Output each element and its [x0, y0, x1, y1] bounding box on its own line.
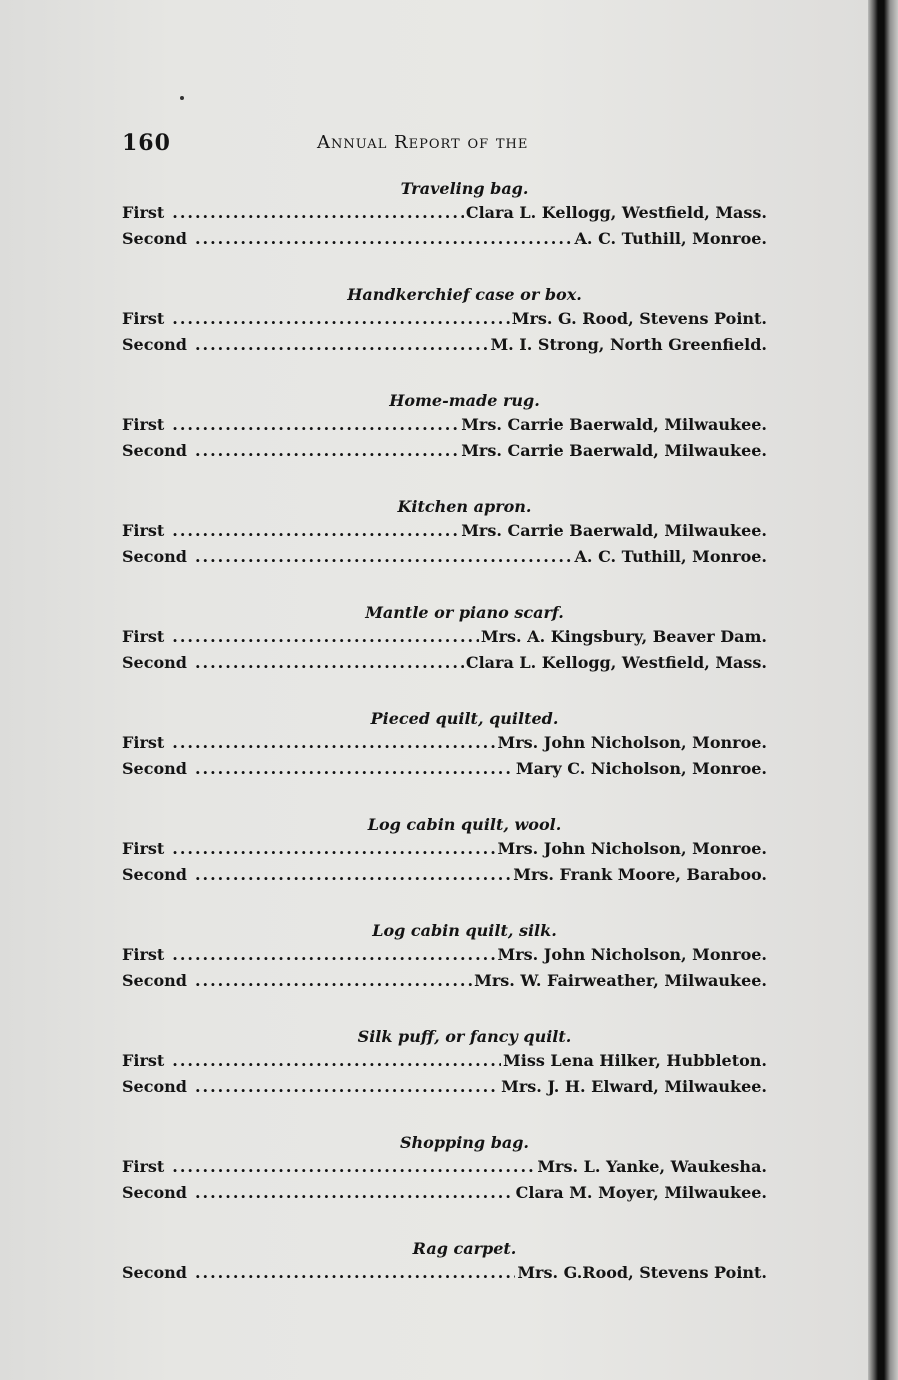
winner-name: Mrs. Carrie Baerwald, Milwaukee.: [461, 441, 767, 460]
award-list: [122, 178, 767, 1344]
dot-leader: [172, 306, 509, 332]
dot-leader: [195, 226, 573, 252]
winner-name: Mrs. John Nicholson, Monroe.: [497, 733, 767, 752]
place-label: First: [122, 309, 165, 328]
winner-name: Mrs. John Nicholson, Monroe.: [497, 839, 767, 858]
place-label: First: [122, 1051, 165, 1070]
dot-leader: [195, 544, 573, 570]
award-section: [122, 496, 767, 602]
award-row: [122, 1260, 767, 1286]
section-title: Log cabin quilt, silk.: [372, 921, 557, 940]
place-label: Second: [122, 653, 187, 672]
section-title: Traveling bag.: [400, 179, 529, 198]
award-section: [122, 1026, 767, 1132]
award-section: [122, 708, 767, 814]
winner-name: Mrs. J. H. Elward, Milwaukee.: [501, 1077, 767, 1096]
winner-name: Mrs. John Nicholson, Monroe.: [497, 945, 767, 964]
award-section: [122, 178, 767, 284]
print-speck: [180, 96, 184, 100]
place-label: Second: [122, 759, 187, 778]
dot-leader: [195, 1260, 515, 1286]
winner-name: Mrs. Frank Moore, Baraboo.: [513, 865, 767, 884]
award-row: [122, 438, 767, 464]
dot-leader: [172, 1154, 535, 1180]
dot-leader: [172, 730, 495, 756]
place-label: Second: [122, 865, 187, 884]
award-section: [122, 1238, 767, 1344]
place-label: Second: [122, 1263, 187, 1282]
dot-leader: [172, 624, 479, 650]
dot-leader: [195, 438, 459, 464]
award-row: [122, 862, 767, 888]
section-title: Handkerchief case or box.: [347, 285, 582, 304]
dot-leader: [172, 836, 495, 862]
section-title: Rag carpet.: [412, 1239, 517, 1258]
winner-name: Mary C. Nicholson, Monroe.: [515, 759, 767, 778]
dot-leader: [195, 756, 514, 782]
dot-leader: [172, 412, 459, 438]
award-row: [122, 730, 767, 756]
place-label: First: [122, 203, 165, 222]
winner-name: M. I. Strong, North Greenfield.: [490, 335, 767, 354]
award-row: [122, 412, 767, 438]
page-number: 160: [122, 130, 171, 156]
winner-name: A. C. Tuthill, Monroe.: [574, 547, 767, 566]
award-row: [122, 1048, 767, 1074]
section-title: Log cabin quilt, wool.: [367, 815, 562, 834]
place-label: Second: [122, 229, 187, 248]
dot-leader: [172, 1048, 501, 1074]
award-row: [122, 1180, 767, 1206]
award-row: [122, 200, 767, 226]
dot-leader: [195, 332, 488, 358]
winner-name: Mrs. Carrie Baerwald, Milwaukee.: [461, 415, 767, 434]
winner-name: Clara L. Kellogg, Westfield, Mass.: [465, 653, 767, 672]
award-section: [122, 602, 767, 708]
dot-leader: [195, 968, 472, 994]
winner-name: Clara M. Moyer, Milwaukee.: [515, 1183, 767, 1202]
section-title: Pieced quilt, quilted.: [370, 709, 559, 728]
section-title: Kitchen apron.: [397, 497, 532, 516]
award-row: [122, 968, 767, 994]
dot-leader: [195, 1074, 499, 1100]
section-title: Home-made rug.: [389, 391, 540, 410]
dot-leader: [195, 650, 464, 676]
book-binding-edge: [868, 0, 898, 1380]
winner-name: Miss Lena Hilker, Hubbleton.: [503, 1051, 767, 1070]
place-label: First: [122, 627, 165, 646]
place-label: Second: [122, 441, 187, 460]
place-label: First: [122, 415, 165, 434]
place-label: Second: [122, 971, 187, 990]
place-label: First: [122, 521, 165, 540]
dot-leader: [195, 862, 511, 888]
dot-leader: [172, 518, 459, 544]
award-row: [122, 332, 767, 358]
winner-name: A. C. Tuthill, Monroe.: [574, 229, 767, 248]
award-row: [122, 544, 767, 570]
running-head: Annual Report of the: [317, 132, 529, 153]
award-row: [122, 226, 767, 252]
winner-name: Mrs. Carrie Baerwald, Milwaukee.: [461, 521, 767, 540]
winner-name: Mrs. G.Rood, Stevens Point.: [517, 1263, 767, 1282]
award-section: [122, 1132, 767, 1238]
award-section: [122, 390, 767, 496]
place-label: Second: [122, 547, 187, 566]
dot-leader: [172, 942, 495, 968]
place-label: Second: [122, 1183, 187, 1202]
award-row: [122, 518, 767, 544]
award-row: [122, 756, 767, 782]
award-row: [122, 836, 767, 862]
winner-name: Mrs. A. Kingsbury, Beaver Dam.: [480, 627, 767, 646]
award-section: [122, 284, 767, 390]
award-section: [122, 920, 767, 1026]
award-row: [122, 650, 767, 676]
winner-name: Mrs. G. Rood, Stevens Point.: [511, 309, 767, 328]
page-header: [122, 130, 767, 160]
award-row: [122, 1074, 767, 1100]
place-label: First: [122, 945, 165, 964]
section-title: Shopping bag.: [399, 1133, 529, 1152]
winner-name: Mrs. L. Yanke, Waukesha.: [537, 1157, 767, 1176]
place-label: Second: [122, 335, 187, 354]
dot-leader: [195, 1180, 514, 1206]
award-section: [122, 814, 767, 920]
award-row: [122, 624, 767, 650]
place-label: First: [122, 1157, 165, 1176]
award-row: [122, 1154, 767, 1180]
award-row: [122, 942, 767, 968]
award-row: [122, 306, 767, 332]
section-title: Mantle or piano scarf.: [365, 603, 564, 622]
place-label: Second: [122, 1077, 187, 1096]
place-label: First: [122, 839, 165, 858]
place-label: First: [122, 733, 165, 752]
dot-leader: [172, 200, 464, 226]
winner-name: Mrs. W. Fairweather, Milwaukee.: [474, 971, 767, 990]
section-title: Silk puff, or fancy quilt.: [357, 1027, 572, 1046]
winner-name: Clara L. Kellogg, Westfield, Mass.: [465, 203, 767, 222]
